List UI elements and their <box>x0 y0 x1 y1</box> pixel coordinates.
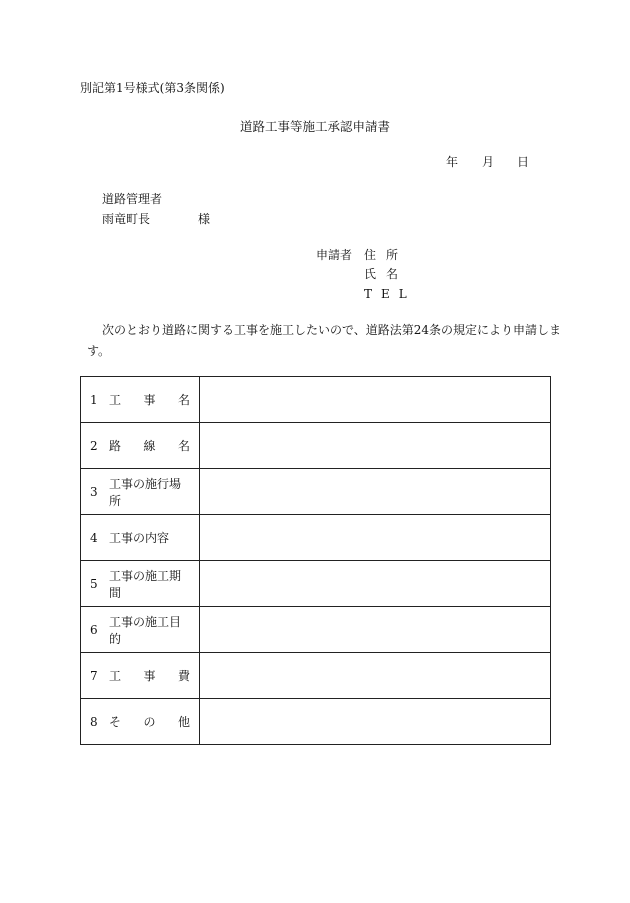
row-label: 工 事 費 <box>109 669 190 683</box>
row-value-field[interactable] <box>200 561 551 607</box>
row-value-field[interactable] <box>200 469 551 515</box>
row-number: 7 <box>90 668 98 683</box>
table-row <box>81 653 551 699</box>
row-value-field[interactable] <box>200 653 551 699</box>
row-number: 3 <box>90 484 98 499</box>
row-label-wrapper <box>81 613 199 647</box>
row-label: 工事の施工期間 <box>109 568 182 600</box>
application-statement-line2: す。 <box>87 344 111 358</box>
row-number: 2 <box>90 438 98 453</box>
applicant-name-label: 氏名 <box>364 267 409 281</box>
applicant-address-label: 住所 <box>364 248 409 262</box>
table-row <box>81 561 551 607</box>
table-row <box>81 607 551 653</box>
addressee-title: 雨竜町長 <box>102 212 151 226</box>
row-label: 工 事 名 <box>109 393 190 407</box>
applicant-tel-label: TEL <box>364 287 416 301</box>
date-month-label: 月 <box>482 155 495 169</box>
row-label: 工事の施工目的 <box>109 614 182 646</box>
form-reference: 別記第1号様式(第3条関係) <box>80 81 225 95</box>
application-details-table <box>80 376 551 745</box>
row-label-wrapper <box>81 567 199 601</box>
row-label-cell <box>81 423 200 469</box>
date-day-label: 日 <box>517 155 530 169</box>
row-label-cell <box>81 377 200 423</box>
table-row <box>81 515 551 561</box>
row-number: 8 <box>90 714 98 729</box>
row-label-cell <box>81 607 200 653</box>
row-value-field[interactable] <box>200 377 551 423</box>
row-label-cell <box>81 561 200 607</box>
row-label-wrapper <box>81 529 199 546</box>
row-value-field[interactable] <box>200 699 551 745</box>
document-title: 道路工事等施工承認申請書 <box>239 119 390 134</box>
addressee-role: 道路管理者 <box>102 192 163 206</box>
row-label: そ の 他 <box>109 715 190 729</box>
row-value-field[interactable] <box>200 423 551 469</box>
row-number: 6 <box>90 622 98 637</box>
row-label-cell <box>81 515 200 561</box>
row-label-wrapper <box>81 437 199 454</box>
row-label-cell <box>81 653 200 699</box>
row-label-cell <box>81 469 200 515</box>
table-row <box>81 423 551 469</box>
row-value-field[interactable] <box>200 607 551 653</box>
applicant-label: 申請者 <box>316 248 353 262</box>
table-row <box>81 469 551 515</box>
row-label-wrapper <box>81 713 199 730</box>
row-label: 工事の施行場所 <box>109 476 182 508</box>
row-number: 4 <box>90 530 98 545</box>
addressee-honorific: 様 <box>198 212 211 226</box>
row-label-wrapper <box>81 475 199 509</box>
row-number: 5 <box>90 576 98 591</box>
row-label: 工事の内容 <box>109 531 170 545</box>
row-label: 路 線 名 <box>109 439 190 453</box>
application-table-body <box>81 377 551 745</box>
date-year-label: 年 <box>446 155 459 169</box>
table-row <box>81 377 551 423</box>
table-row <box>81 699 551 745</box>
application-statement-line1: 次のとおり道路に関する工事を施工したいので、道路法第24条の規定により申請しま <box>102 323 562 337</box>
row-number: 1 <box>90 392 98 407</box>
row-label-wrapper <box>81 667 199 684</box>
row-value-field[interactable] <box>200 515 551 561</box>
row-label-cell <box>81 699 200 745</box>
row-label-wrapper <box>81 391 199 408</box>
